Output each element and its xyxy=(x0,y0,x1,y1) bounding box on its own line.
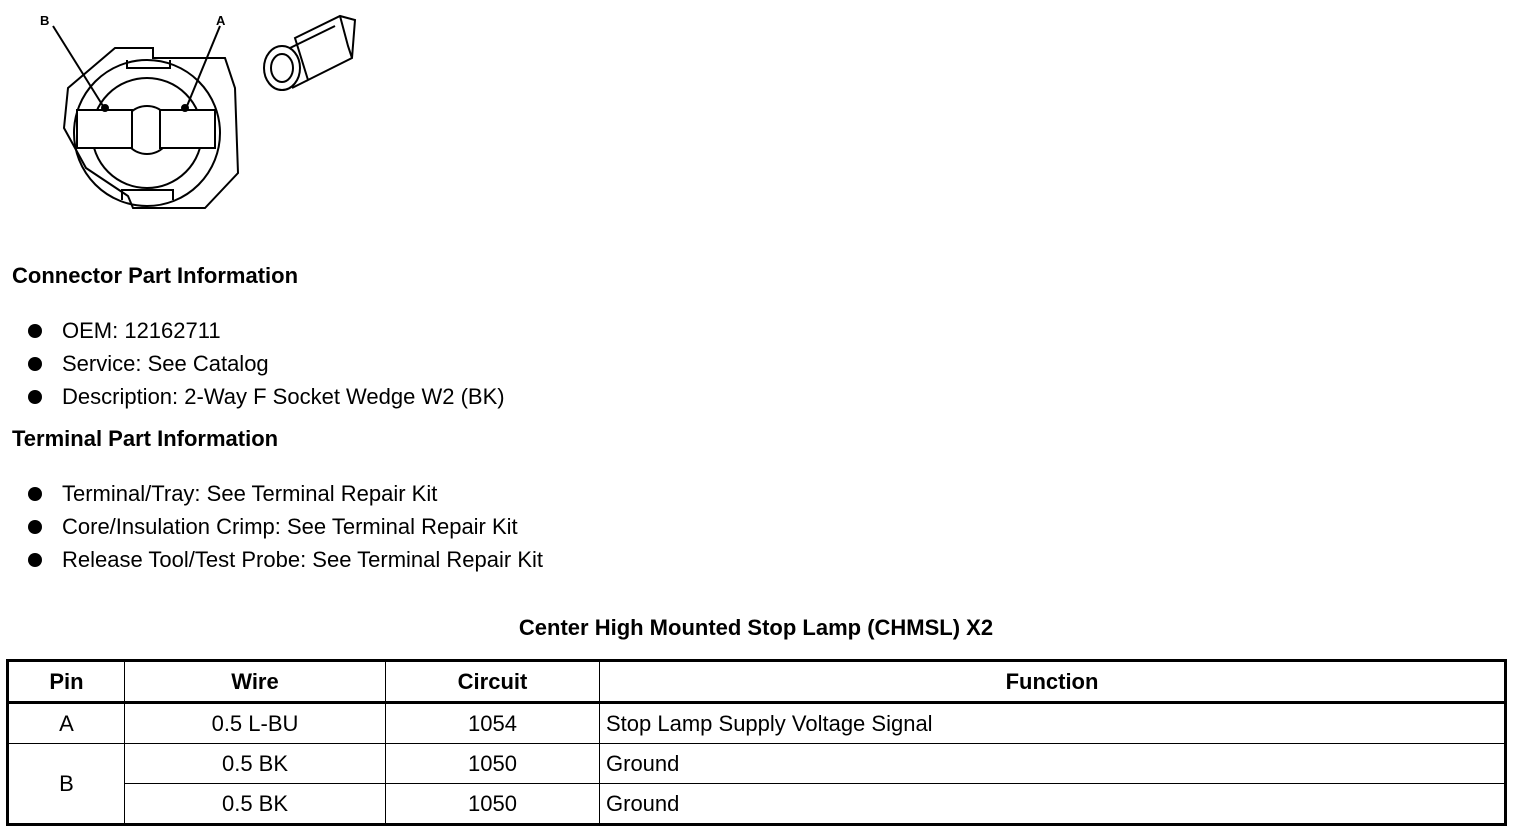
list-item xyxy=(28,380,505,413)
cell-function: Ground xyxy=(600,744,1506,784)
pin-b-contact xyxy=(102,105,108,111)
pin-b-label: B xyxy=(40,13,50,28)
bullet-icon xyxy=(28,324,42,338)
cell-function: Ground xyxy=(600,784,1506,825)
list-item xyxy=(28,510,543,543)
list-item-text: Core/Insulation Crimp: See Terminal Repair Kit xyxy=(62,514,518,539)
connector-isometric-view xyxy=(264,16,355,90)
bullet-icon xyxy=(28,357,42,371)
list-item-text: OEM: 12162711 xyxy=(62,318,221,343)
list-item xyxy=(28,314,505,347)
column-header-circuit: Circuit xyxy=(386,661,600,703)
list-item xyxy=(28,543,543,576)
list-item-text: Description: 2-Way F Socket Wedge W2 (BK) xyxy=(62,384,505,409)
cell-wire: 0.5 BK xyxy=(125,784,386,825)
cell-wire: 0.5 BK xyxy=(125,744,386,784)
connector-diagram xyxy=(30,8,370,218)
connector-part-heading: Connector Part Information xyxy=(12,263,299,288)
bullet-icon xyxy=(28,487,42,501)
bullet-icon xyxy=(28,520,42,534)
bullet-icon xyxy=(28,390,42,404)
cell-circuit: 1050 xyxy=(386,744,600,784)
pin-table xyxy=(6,659,1507,826)
terminal-blade-left xyxy=(77,110,132,148)
pin-a-leader xyxy=(187,26,220,106)
connector-part-list xyxy=(28,314,505,413)
bullet-icon xyxy=(28,553,42,567)
list-item xyxy=(28,477,543,510)
table-row xyxy=(8,784,1506,825)
cell-circuit: 1050 xyxy=(386,784,600,825)
table-header-row xyxy=(8,661,1506,703)
pin-table-title: Center High Mounted Stop Lamp (CHMSL) X2 xyxy=(518,615,994,640)
terminal-blade-right xyxy=(160,110,215,148)
cell-function: Stop Lamp Supply Voltage Signal xyxy=(600,703,1506,744)
column-header-wire: Wire xyxy=(125,661,386,703)
list-item-text: Terminal/Tray: See Terminal Repair Kit xyxy=(62,481,438,506)
table-row xyxy=(8,703,1506,744)
terminal-part-list xyxy=(28,477,543,576)
pin-a-label: A xyxy=(216,13,226,28)
cell-circuit: 1054 xyxy=(386,703,600,744)
terminal-part-heading: Terminal Part Information xyxy=(12,426,279,451)
list-item-text: Service: See Catalog xyxy=(62,351,269,376)
cell-pin: A xyxy=(8,703,125,744)
cell-pin: B xyxy=(8,744,125,825)
pin-b-leader xyxy=(53,26,103,106)
table-row xyxy=(8,744,1506,784)
cell-wire: 0.5 L-BU xyxy=(125,703,386,744)
column-header-function: Function xyxy=(600,661,1506,703)
list-item xyxy=(28,347,505,380)
column-header-pin: Pin xyxy=(8,661,125,703)
pin-a-contact xyxy=(182,105,188,111)
list-item-text: Release Tool/Test Probe: See Terminal Repair Kit xyxy=(62,547,543,572)
